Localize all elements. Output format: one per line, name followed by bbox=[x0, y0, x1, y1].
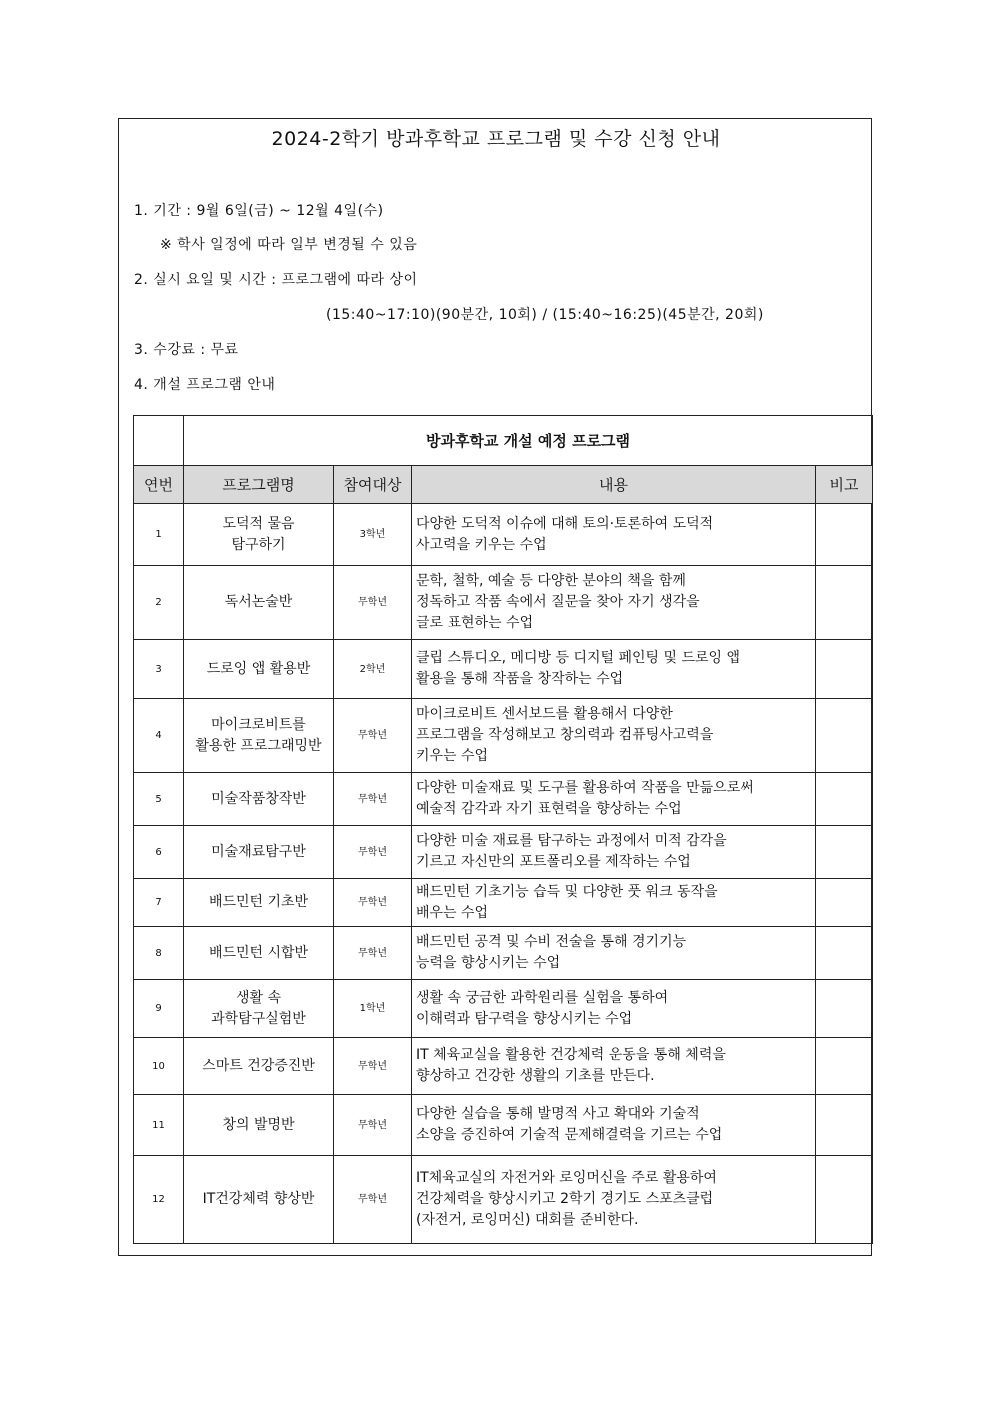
program-name-line: 마이크로비트를 bbox=[211, 716, 306, 733]
row-program-name bbox=[184, 773, 334, 826]
table-row bbox=[134, 699, 873, 773]
content-line: IT체육교실의 자전거와 로잉머신을 주로 활용하여 bbox=[416, 1170, 717, 1186]
row-note bbox=[816, 640, 873, 699]
content-line: 이해력과 탐구력을 향상시키는 수업 bbox=[416, 1010, 633, 1027]
program-name-line: 창의 발명반 bbox=[222, 1116, 295, 1133]
table-row bbox=[134, 1095, 873, 1156]
table-header-row bbox=[134, 466, 873, 504]
program-name-line: 드로잉 앱 활용반 bbox=[206, 660, 311, 677]
header-no: 연번 bbox=[134, 466, 184, 504]
program-name-line: 도덕적 물음 bbox=[222, 515, 295, 532]
row-target: 무학년 bbox=[334, 879, 412, 927]
row-note bbox=[816, 773, 873, 826]
row-note bbox=[816, 879, 873, 927]
table-row bbox=[134, 566, 873, 640]
content-line: 사고력을 키우는 수업 bbox=[416, 536, 547, 553]
program-name-line: 과학탐구실험반 bbox=[211, 1010, 306, 1027]
table-caption-row bbox=[134, 416, 873, 466]
content-line: 마이크로비트 센서보드를 활용해서 다양한 bbox=[416, 706, 673, 722]
row-no: 11 bbox=[134, 1095, 184, 1156]
program-name-line: 활용한 프로그래밍반 bbox=[195, 737, 322, 754]
content-line: 기르고 자신만의 포트폴리오를 제작하는 수업 bbox=[416, 854, 691, 870]
program-name-line: IT건강체력 향상반 bbox=[202, 1191, 315, 1207]
row-program-name bbox=[184, 980, 334, 1038]
content-line: 생활 속 궁금한 과학원리를 실험을 통하여 bbox=[416, 989, 669, 1006]
program-name-line: 스마트 건강증진반 bbox=[202, 1057, 315, 1074]
row-note bbox=[816, 826, 873, 879]
row-note bbox=[816, 699, 873, 773]
content-line: 건강체력을 향상시키고 2학기 경기도 스포츠클럽 bbox=[416, 1191, 714, 1207]
content-line: 향상하고 건강한 생활의 기초를 만든다. bbox=[416, 1068, 655, 1084]
info-schedule-detail: (15:40~17:10)(90분간, 10회) / (15:40~16:25)(45분간, 20회) bbox=[326, 307, 764, 323]
content-line: 클립 스튜디오, 메디방 등 디지털 페인팅 및 드로잉 앱 bbox=[416, 650, 741, 666]
content-line: 다양한 도덕적 이슈에 대해 토의·토론하여 도덕적 bbox=[416, 515, 714, 532]
program-name-line: 미술작품창작반 bbox=[211, 790, 306, 807]
content-line: 활용을 통해 작품을 창작하는 수업 bbox=[416, 671, 624, 687]
row-no: 9 bbox=[134, 980, 184, 1038]
content-line: 정독하고 작품 속에서 질문을 찾아 자기 생각을 bbox=[416, 594, 700, 610]
row-content bbox=[412, 927, 816, 980]
row-no: 10 bbox=[134, 1038, 184, 1095]
row-content bbox=[412, 773, 816, 826]
row-program-name bbox=[184, 699, 334, 773]
program-table bbox=[133, 415, 873, 1244]
row-no: 7 bbox=[134, 879, 184, 927]
row-content bbox=[412, 1038, 816, 1095]
document-title: 2024-2학기 방과후학교 프로그램 및 수강 신청 안내 bbox=[271, 128, 721, 150]
row-note bbox=[816, 566, 873, 640]
content-line: 글로 표현하는 수업 bbox=[416, 615, 534, 631]
row-note bbox=[816, 927, 873, 980]
row-note bbox=[816, 1156, 873, 1244]
row-no: 3 bbox=[134, 640, 184, 699]
row-content bbox=[412, 640, 816, 699]
table-row bbox=[134, 1038, 873, 1095]
table-row bbox=[134, 1156, 873, 1244]
row-content bbox=[412, 980, 816, 1038]
program-name-line: 독서논술반 bbox=[224, 594, 293, 610]
content-line: IT 체육교실을 활용한 건강체력 운동을 통해 체력을 bbox=[416, 1047, 726, 1063]
table-caption-blank bbox=[134, 416, 184, 466]
row-program-name bbox=[184, 640, 334, 699]
content-line: 프로그램을 작성해보고 창의력과 컴퓨팅사고력을 bbox=[416, 727, 714, 743]
row-note bbox=[816, 1038, 873, 1095]
info-period: 1. 기간 : 9월 6일(금) ~ 12월 4일(수) bbox=[134, 203, 384, 219]
row-no: 12 bbox=[134, 1156, 184, 1244]
row-program-name bbox=[184, 879, 334, 927]
content-line: 키우는 수업 bbox=[416, 748, 489, 764]
row-no: 2 bbox=[134, 566, 184, 640]
row-target: 3학년 bbox=[334, 504, 412, 566]
info-fee: 3. 수강료 : 무료 bbox=[134, 342, 239, 358]
table-row bbox=[134, 640, 873, 699]
row-target: 2학년 bbox=[334, 640, 412, 699]
row-target: 무학년 bbox=[334, 826, 412, 879]
row-no: 1 bbox=[134, 504, 184, 566]
row-program-name bbox=[184, 566, 334, 640]
content-line: 배우는 수업 bbox=[416, 904, 489, 921]
table-row bbox=[134, 504, 873, 566]
program-name-line: 생활 속 bbox=[235, 989, 282, 1006]
program-name-line: 탐구하기 bbox=[231, 536, 286, 553]
row-program-name bbox=[184, 826, 334, 879]
info-schedule: 2. 실시 요일 및 시간 : 프로그램에 따라 상이 bbox=[134, 272, 418, 288]
content-line: 능력을 향상시키는 수업 bbox=[416, 955, 561, 971]
content-line: (자전거, 로잉머신) 대회를 준비한다. bbox=[416, 1212, 639, 1228]
row-target: 무학년 bbox=[334, 566, 412, 640]
content-line: 소양을 증진하여 기술적 문제해결력을 기르는 수업 bbox=[416, 1127, 723, 1143]
header-name: 프로그램명 bbox=[184, 466, 334, 504]
row-content bbox=[412, 826, 816, 879]
row-content bbox=[412, 1156, 816, 1244]
row-content bbox=[412, 1095, 816, 1156]
header-note: 비고 bbox=[816, 466, 873, 504]
row-target: 무학년 bbox=[334, 927, 412, 980]
row-note bbox=[816, 980, 873, 1038]
row-no: 6 bbox=[134, 826, 184, 879]
row-content bbox=[412, 566, 816, 640]
row-content bbox=[412, 699, 816, 773]
table-row bbox=[134, 773, 873, 826]
row-program-name bbox=[184, 1095, 334, 1156]
row-no: 5 bbox=[134, 773, 184, 826]
table-row bbox=[134, 927, 873, 980]
row-target: 무학년 bbox=[334, 773, 412, 826]
info-programs-heading: 4. 개설 프로그램 안내 bbox=[134, 377, 276, 393]
header-content: 내용 bbox=[412, 466, 816, 504]
table-caption: 방과후학교 개설 예정 프로그램 bbox=[184, 416, 873, 466]
content-line: 배드민턴 공격 및 수비 전술을 통해 경기기능 bbox=[416, 934, 687, 950]
header-target: 참여대상 bbox=[334, 466, 412, 504]
info-period-note: ※ 학사 일정에 따라 일부 변경될 수 있음 bbox=[160, 237, 418, 253]
row-content bbox=[412, 504, 816, 566]
row-no: 8 bbox=[134, 927, 184, 980]
content-line: 다양한 미술재료 및 도구를 활용하여 작품을 만듦으로써 bbox=[416, 780, 754, 796]
row-no: 4 bbox=[134, 699, 184, 773]
row-target: 무학년 bbox=[334, 1095, 412, 1156]
program-name-line: 배드민턴 기초반 bbox=[208, 894, 309, 910]
row-program-name bbox=[184, 927, 334, 980]
row-target: 1학년 bbox=[334, 980, 412, 1038]
row-target: 무학년 bbox=[334, 1038, 412, 1095]
program-name-line: 배드민턴 시합반 bbox=[208, 944, 309, 961]
table-row bbox=[134, 879, 873, 927]
row-target: 무학년 bbox=[334, 699, 412, 773]
content-line: 다양한 미술 재료를 탐구하는 과정에서 미적 감각을 bbox=[416, 833, 727, 849]
row-program-name bbox=[184, 1156, 334, 1244]
row-program-name bbox=[184, 504, 334, 566]
table-row bbox=[134, 980, 873, 1038]
row-note bbox=[816, 1095, 873, 1156]
row-program-name bbox=[184, 1038, 334, 1095]
row-content bbox=[412, 879, 816, 927]
table-row bbox=[134, 826, 873, 879]
content-line: 문학, 철학, 예술 등 다양한 분야의 책을 함께 bbox=[416, 573, 686, 589]
program-name-line: 미술재료탐구반 bbox=[211, 843, 306, 860]
row-target: 무학년 bbox=[334, 1156, 412, 1244]
content-line: 예술적 감각과 자기 표현력을 향상하는 수업 bbox=[416, 801, 682, 817]
row-note bbox=[816, 504, 873, 566]
content-line: 다양한 실습을 통해 발명적 사고 확대와 기술적 bbox=[416, 1106, 700, 1122]
content-line: 배드민턴 기초기능 습득 및 다양한 풋 워크 동작을 bbox=[416, 883, 718, 900]
